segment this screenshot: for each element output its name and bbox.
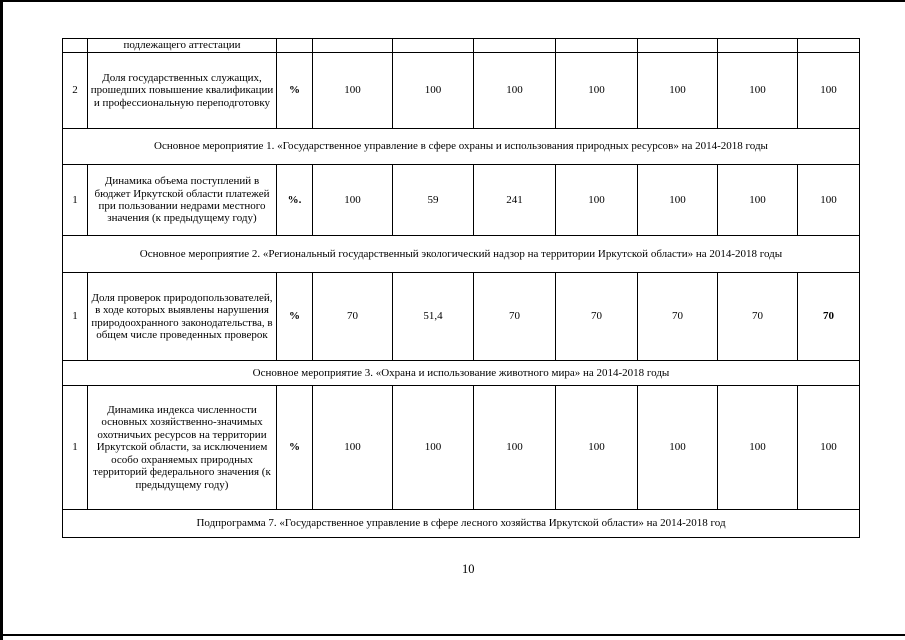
row-number: 1	[63, 165, 88, 236]
value-cell	[393, 39, 474, 53]
value-cell: 100	[556, 53, 638, 129]
row-number: 2	[63, 53, 88, 129]
unit-cell	[277, 39, 313, 53]
value-cell: 100	[638, 386, 718, 510]
indicators-table	[62, 38, 860, 538]
value-cell: 100	[798, 165, 860, 236]
table-row	[63, 165, 860, 236]
value-cell	[313, 39, 393, 53]
value-cell	[556, 39, 638, 53]
value-cell: 100	[556, 165, 638, 236]
value-cell: 100	[474, 53, 556, 129]
value-cell: 100	[798, 386, 860, 510]
indicator-description: Доля государственных служащих, прошедших повышение квалификации и профессиональную переподготовку	[88, 53, 277, 129]
unit-cell: %	[277, 386, 313, 510]
value-cell	[798, 39, 860, 53]
row-number: 1	[63, 273, 88, 361]
value-cell: 59	[393, 165, 474, 236]
value-cell	[474, 39, 556, 53]
value-cell: 100	[313, 165, 393, 236]
page-number: 10	[462, 562, 475, 576]
value-cell: 100	[393, 386, 474, 510]
section-header-row	[63, 510, 860, 538]
value-cell	[718, 39, 798, 53]
row-number	[63, 39, 88, 53]
value-cell: 100	[718, 53, 798, 129]
value-cell: 100	[474, 386, 556, 510]
section-header-row	[63, 361, 860, 386]
value-cell: 70	[638, 273, 718, 361]
value-cell: 100	[798, 53, 860, 129]
value-cell: 100	[638, 53, 718, 129]
value-cell: 70	[474, 273, 556, 361]
section-heading: Основное мероприятие 3. «Охрана и использование животного мира» на 2014-2018 годы	[63, 361, 860, 386]
row-number: 1	[63, 386, 88, 510]
indicator-description: Доля проверок природопользователей, в ходе которых выявлены нарушения природоохранного законодательства, в общем числе проведенных проверок	[88, 273, 277, 361]
section-header-row	[63, 129, 860, 165]
value-cell: 100	[718, 165, 798, 236]
indicator-description: Динамика индекса численности основных хозяйственно-значимых охотничьих ресурсов на территории Иркутской области, за исключением особо охраняемых природных территорий федерального значения (к предыдущему году)	[88, 386, 277, 510]
value-cell: 100	[313, 386, 393, 510]
section-heading: Основное мероприятие 1. «Государственное управление в сфере охраны и использования природных ресурсов» на 2014-2018 годы	[63, 129, 860, 165]
unit-cell: %.	[277, 165, 313, 236]
section-heading: Основное мероприятие 2. «Региональный государственный экологический надзор на территории Иркутской области» на 2014-2018 годы	[63, 236, 860, 273]
scan-border-top	[0, 0, 905, 2]
value-cell: 70	[556, 273, 638, 361]
value-cell: 100	[718, 386, 798, 510]
value-cell: 100	[556, 386, 638, 510]
table-row	[63, 53, 860, 129]
unit-cell: %	[277, 53, 313, 129]
value-cell: 241	[474, 165, 556, 236]
unit-cell: %	[277, 273, 313, 361]
table-row	[63, 273, 860, 361]
value-cell: 100	[638, 165, 718, 236]
value-cell: 100	[313, 53, 393, 129]
value-cell: 51,4	[393, 273, 474, 361]
value-cell	[638, 39, 718, 53]
scan-border-left	[0, 0, 3, 640]
value-cell: 70	[718, 273, 798, 361]
indicator-description: Динамика объема поступлений в бюджет Иркутской области платежей при пользовании недрами местного значения (к предыдущему году)	[88, 165, 277, 236]
value-cell: 70	[313, 273, 393, 361]
table-row	[63, 39, 860, 53]
indicator-description: подлежащего аттестации	[88, 39, 277, 53]
section-heading: Подпрограмма 7. «Государственное управление в сфере лесного хозяйства Иркутской области» на 2014-2018 год	[63, 510, 860, 538]
value-cell: 100	[393, 53, 474, 129]
section-header-row	[63, 236, 860, 273]
scan-border-bottom	[0, 634, 905, 636]
value-cell: 70	[798, 273, 860, 361]
table-row	[63, 386, 860, 510]
